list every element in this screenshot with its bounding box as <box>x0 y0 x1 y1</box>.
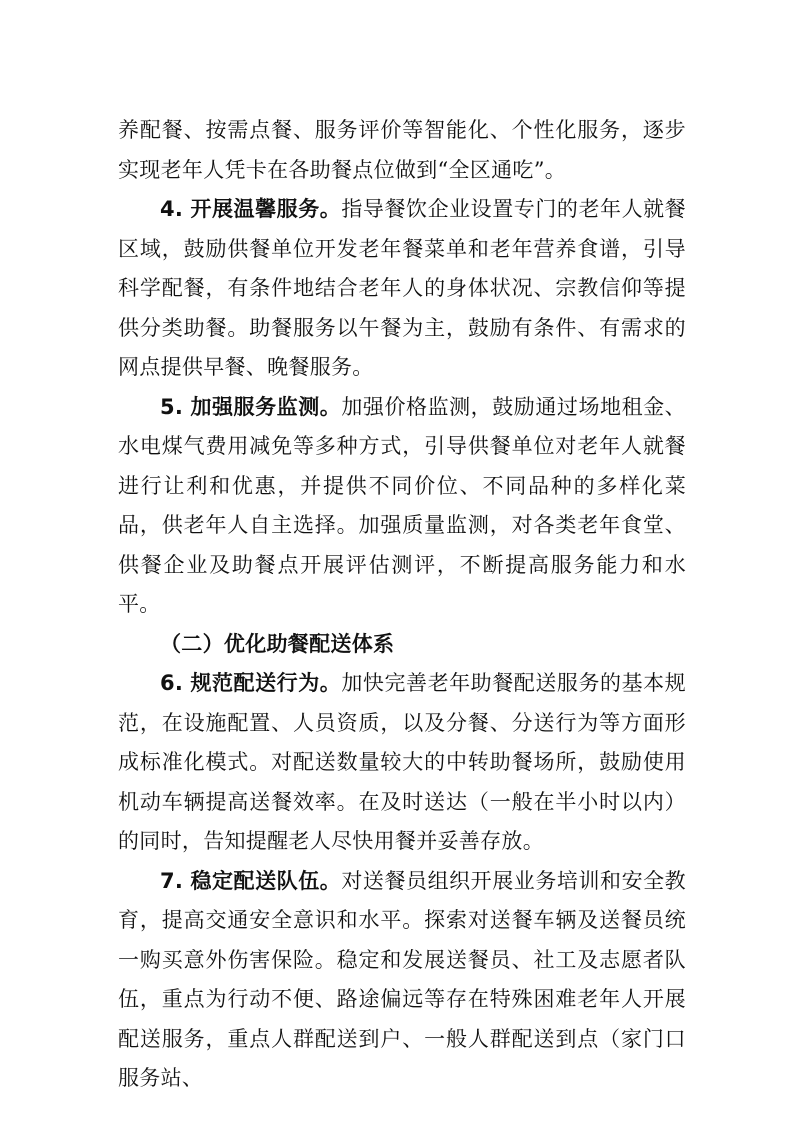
paragraph-text: 指导餐饮企业设置专门的老年人就餐区域，鼓励供餐单位开发老年餐菜单和老年营养食谱，引导科学配餐，有条件地结合老年人的身体状况、宗教信仰等提供分类助餐。助餐服务以午餐为主，鼓励有条件、有需求的网点提供早餐、晚餐服务。 <box>118 197 686 379</box>
paragraph-text: 对送餐员组织开展业务培训和安全教育，提高交通安全意识和水平。探索对送餐车辆及送餐员统一购买意外伤害保险。稳定和发展送餐员、社工及志愿者队伍，重点为行动不便、路途偏远等存在特殊困难老年人开展配送服务，重点人群配送到户、一般人群配送到点（家门口服务站、 <box>118 868 686 1090</box>
paragraph-text: 加强价格监测，鼓励通过场地租金、水电煤气费用减免等多种方式，引导供餐单位对老年人就餐进行让利和优惠，并提供不同价位、不同品种的多样化菜品，供老年人自主选择。加强质量监测，对各类老年食堂、供餐企业及助餐点开展评估测评，不断提高服务能力和水平。 <box>118 394 686 616</box>
item-number: 6. <box>160 671 184 695</box>
document-page <box>118 111 686 1099</box>
item-number: 5. <box>160 394 184 419</box>
section-heading: （二）优化助餐配送体系 <box>160 631 395 656</box>
paragraph-item-4 <box>118 190 686 388</box>
paragraph-item-6 <box>118 664 686 862</box>
item-number: 4. <box>160 197 184 221</box>
item-number: 7. <box>160 868 184 893</box>
paragraph-item-5 <box>118 388 686 625</box>
item-heading: 开展温馨服务。 <box>190 197 342 221</box>
paragraph-text: 加快完善老年助餐配送服务的基本规范，在设施配置、人员资质，以及分餐、分送行为等方面形成标准化模式。对配送数量较大的中转助餐场所，鼓励使用机动车辆提高送餐效率。在及时送达（一般在半小时以内）的同时，告知提醒老人尽快用餐并妥善存放。 <box>118 671 686 853</box>
item-heading: 稳定配送队伍。 <box>190 868 342 893</box>
paragraph-continuation <box>118 111 686 190</box>
item-heading: 规范配送行为。 <box>190 671 342 695</box>
item-heading: 加强服务监测。 <box>190 394 342 419</box>
paragraph-item-7 <box>118 862 686 1099</box>
paragraph-text: 养配餐、按需点餐、服务评价等智能化、个性化服务，逐步实现老年人凭卡在各助餐点位做到“全区通吃”。 <box>118 118 686 182</box>
